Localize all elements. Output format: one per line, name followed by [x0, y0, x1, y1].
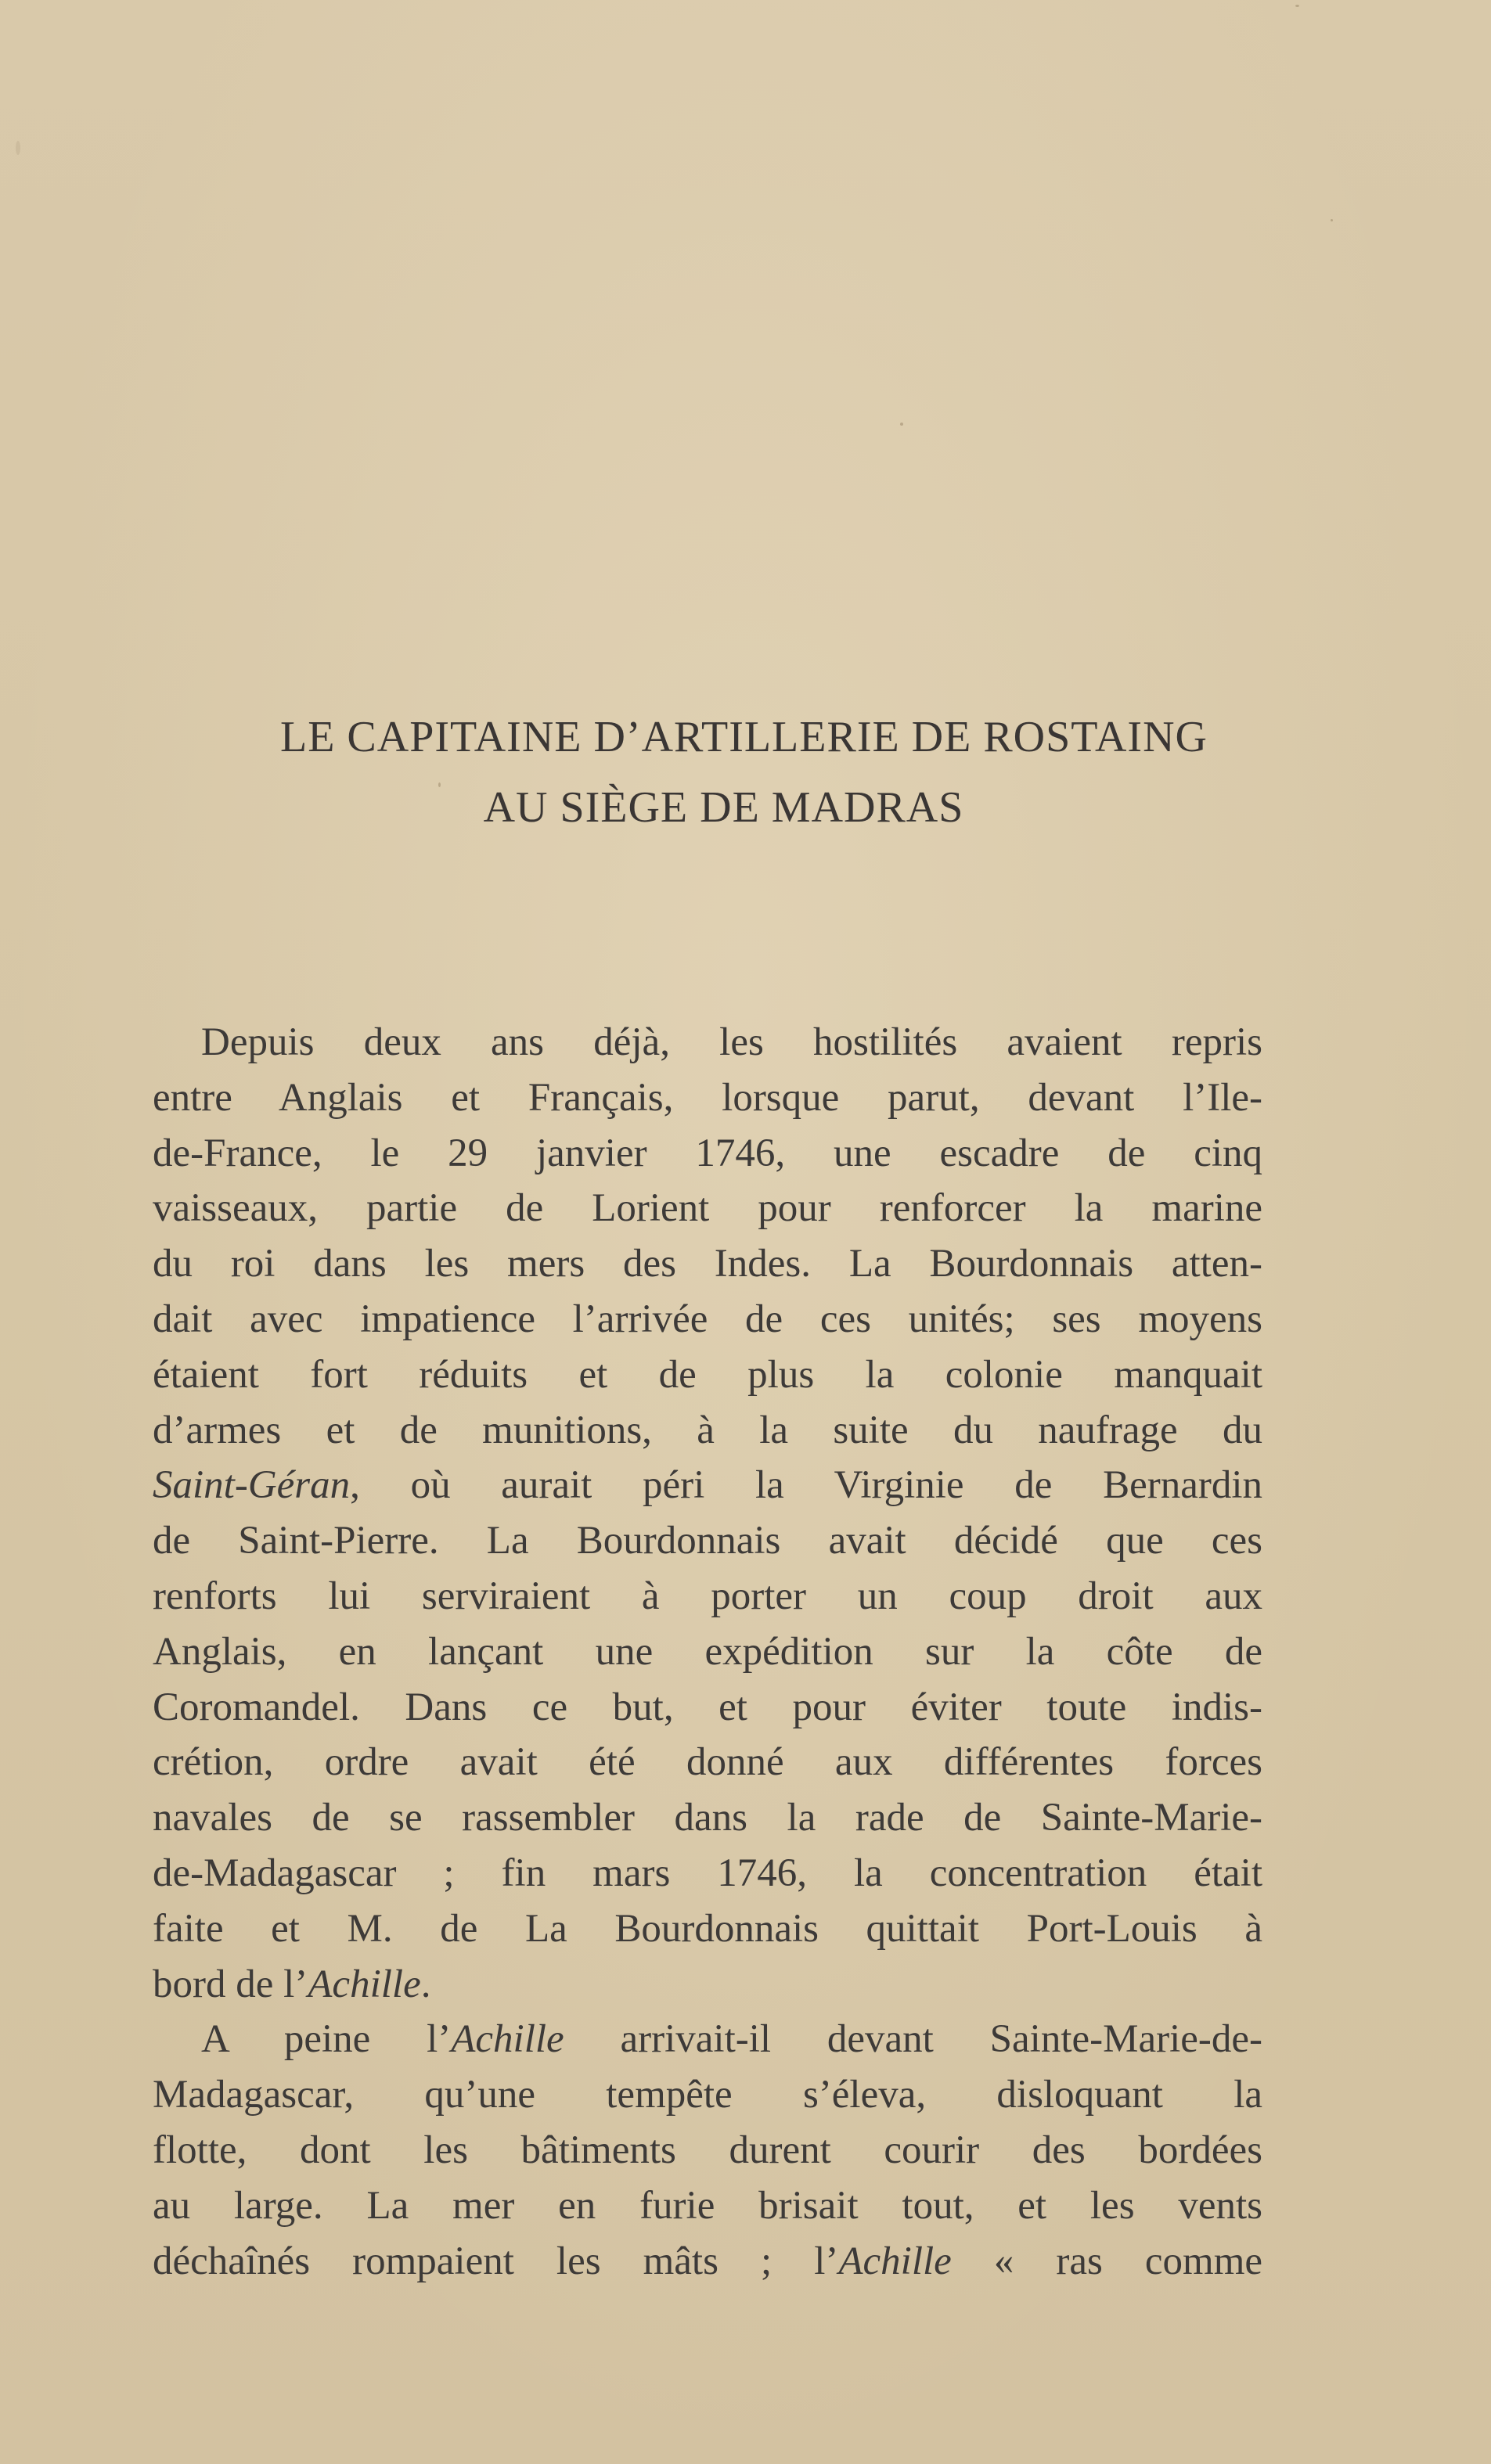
text-line: crétion, ordre avait été donné aux différentes forces: [153, 1740, 1262, 1785]
text-line: étaient fort réduits et de plus la colonie manquait: [153, 1352, 1262, 1397]
chapter-title-line-2: AU SIÈGE DE MADRAS: [483, 783, 964, 832]
text-run: déchaînés rompaient les mâts ; l’: [153, 2239, 839, 2283]
text-run: bord de l’: [153, 1962, 308, 2006]
paper-speck: [1295, 5, 1299, 7]
paper-speck: [1331, 219, 1333, 221]
text-run: « ras comme: [951, 2239, 1263, 2283]
text-line: Coromandel. Dans ce but, et pour éviter toute indis-: [153, 1685, 1262, 1729]
text-line: de-Madagascar ; fin mars 1746, la concentration était: [153, 1851, 1262, 1895]
text-line: Anglais, en lançant une expédition sur la côte de: [153, 1629, 1262, 1674]
chapter-title-line-1: LE CAPITAINE D’ARTILLERIE DE ROSTAING: [280, 713, 1208, 761]
text-line: vaisseaux, partie de Lorient pour renforcer la marine: [153, 1186, 1262, 1231]
text-line: [153, 1957, 1262, 2013]
ship-name-italic: Achille: [308, 1962, 421, 2006]
text-line: renforts lui serviraient à porter un coup droit aux: [153, 1574, 1262, 1618]
text-line: faite et M. de La Bourdonnais quittait Port-Louis à: [153, 1906, 1262, 1951]
text-line: entre Anglais et Français, lorsque parut, devant l’Ile-: [153, 1075, 1262, 1120]
text-run: .: [420, 1962, 431, 2006]
text-line: Madagascar, qu’une tempête s’éleva, disloquant la: [153, 2073, 1262, 2117]
text-line: Depuis deux ans déjà, les hostilités avaient repris: [201, 1020, 1262, 1064]
text-line: flotte, dont les bâtiments durent courir des bordées: [153, 2128, 1262, 2172]
text-line: navales de se rassembler dans la rade de Sainte-Marie-: [153, 1796, 1262, 1840]
text-line: [153, 2234, 1262, 2290]
paper-speck: [900, 423, 903, 426]
text-line: dait avec impatience l’arrivée de ces unités; ses moyens: [153, 1297, 1262, 1341]
paper-speck: [16, 141, 20, 155]
ship-name-italic: Saint-Géran: [153, 1463, 351, 1508]
text-run: arrivait-il devant Sainte-Marie-de-: [564, 2017, 1262, 2062]
text-line: de Saint-Pierre. La Bourdonnais avait décidé que ces: [153, 1519, 1262, 1563]
text-line: d’armes et de munitions, à la suite du naufrage du: [153, 1408, 1262, 1452]
body-text: [153, 1015, 1262, 2289]
text-line: du roi dans les mers des Indes. La Bourdonnais atten-: [153, 1242, 1262, 1286]
text-line: de-France, le 29 janvier 1746, une escadre de cinq: [153, 1131, 1262, 1175]
ship-name-italic: Achille: [451, 2017, 564, 2062]
text-run: A peine l’: [201, 2017, 452, 2062]
text-run: , où aurait péri la Virginie de Bernardin: [350, 1463, 1262, 1508]
text-line: au large. La mer en furie brisait tout, et les vents: [153, 2183, 1262, 2228]
text-line: [153, 2012, 1262, 2067]
text-line: [153, 1458, 1262, 1513]
ship-name-italic: Achille: [838, 2239, 952, 2283]
